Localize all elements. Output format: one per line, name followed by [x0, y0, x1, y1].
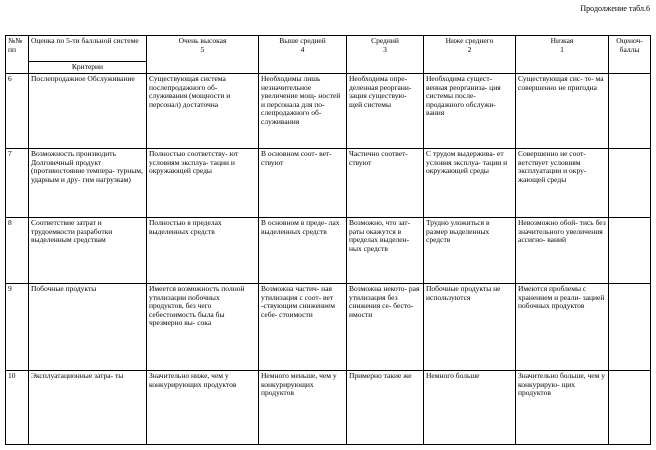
header-criteria: Критерии	[29, 62, 147, 74]
row-num: 6	[6, 74, 29, 149]
cell: Существующая сис- те- ма совершенно не пригодна	[516, 74, 609, 149]
cell-points	[609, 149, 651, 218]
cell: Необходима опре- деленная реоргани- зация существую- щей системы	[347, 74, 424, 149]
cell: Полностью в пределах выделенных средств	[147, 218, 259, 284]
cell: Необходима сущест- венная реорганиза- ция системы после- продажного обслужи- вания	[424, 74, 516, 149]
header-level-5: Очень высокая 5	[147, 36, 259, 74]
table-row	[6, 74, 651, 149]
cell: Немного больше	[424, 371, 516, 445]
row-num: 7	[6, 149, 29, 218]
cell: Существующая система послепродажного об- служивания (мощности и персонал) достаточна	[147, 74, 259, 149]
table-row	[6, 371, 651, 445]
cell: Полностью соответству- ют условиям эксплуа- тации и окружающей среды	[147, 149, 259, 218]
header-level-4: Выше средней 4	[259, 36, 347, 74]
cell: Необходимы лишь незначительное увеличение мощ- ностей и персонала для по- слепродажного об- служивания	[259, 74, 347, 149]
cell: Возможно, что зат- раты окажутся в пределах выделен- ных средств	[347, 218, 424, 284]
row-criterion: Эксплуатационные затра- ты	[29, 371, 147, 445]
cell: Имеются проблемы с хранением и реали- зацией побочных продуктов	[516, 284, 609, 371]
header-num: №№ пп	[6, 36, 29, 74]
header-level-1: Низкая 1	[516, 36, 609, 74]
row-criterion: Побочные продукты	[29, 284, 147, 371]
header-level-3: Средний 3	[347, 36, 424, 74]
table-row	[6, 218, 651, 284]
cell: Невозможно обой- тись без значительного увеличения ассигно- ваний	[516, 218, 609, 284]
cell: В основном соот- вет- ствуют	[259, 149, 347, 218]
cell: Совершенно не соот- ветствует условиям эксплуатации и окру- жающей среды	[516, 149, 609, 218]
cell: Трудно уложиться в размер выделенных средств	[424, 218, 516, 284]
cell: Значительно ниже, чем у конкурирующих продуктов	[147, 371, 259, 445]
cell-points	[609, 218, 651, 284]
header-scale: Оценка по 5-ти балльной системе	[29, 36, 147, 62]
evaluation-table	[5, 35, 651, 445]
cell: Примерно такие же	[347, 371, 424, 445]
cell-points	[609, 371, 651, 445]
cell-points	[609, 74, 651, 149]
cell: С трудом выдержива- ет условия эксплуа- тации и окружающей среды	[424, 149, 516, 218]
table-row	[6, 149, 651, 218]
cell: В основном в преде- лах выделенных средств	[259, 218, 347, 284]
table-row	[6, 284, 651, 371]
cell: Немного меньше, чем у конкурирующих продуктов	[259, 371, 347, 445]
row-num: 10	[6, 371, 29, 445]
cell: Возможна частич- ная утилизация с соот- вет -ствующим снижением себе- стоимости	[259, 284, 347, 371]
row-criterion: Соответствие затрат и трудоемкости разработки выделенным средствам	[29, 218, 147, 284]
cell: Побочные продукты не используются	[424, 284, 516, 371]
cell: Значительно больше, чем у конкурирую- щих продуктов	[516, 371, 609, 445]
header-points: Оценоч- баллы	[609, 36, 651, 74]
continuation-label: Продолжение табл.6	[580, 4, 650, 13]
cell: Частично соответ- ствуют	[347, 149, 424, 218]
row-num: 9	[6, 284, 29, 371]
cell-points	[609, 284, 651, 371]
cell: Имеется возможность полной утилизации побочных продуктов, без чего себестоимость была бы чрезмерно вы- сока	[147, 284, 259, 371]
row-criterion: Возможность производить Долговечный продукт (противостояние темпера- турным, ударным и дру- гим нагрузкам)	[29, 149, 147, 218]
row-num: 8	[6, 218, 29, 284]
row-criterion: Послепродажное Обслуживание	[29, 74, 147, 149]
header-level-2: Ниже среднего 2	[424, 36, 516, 74]
cell: Возможна некото- рая утилизация без снижения се- бесто- имости	[347, 284, 424, 371]
